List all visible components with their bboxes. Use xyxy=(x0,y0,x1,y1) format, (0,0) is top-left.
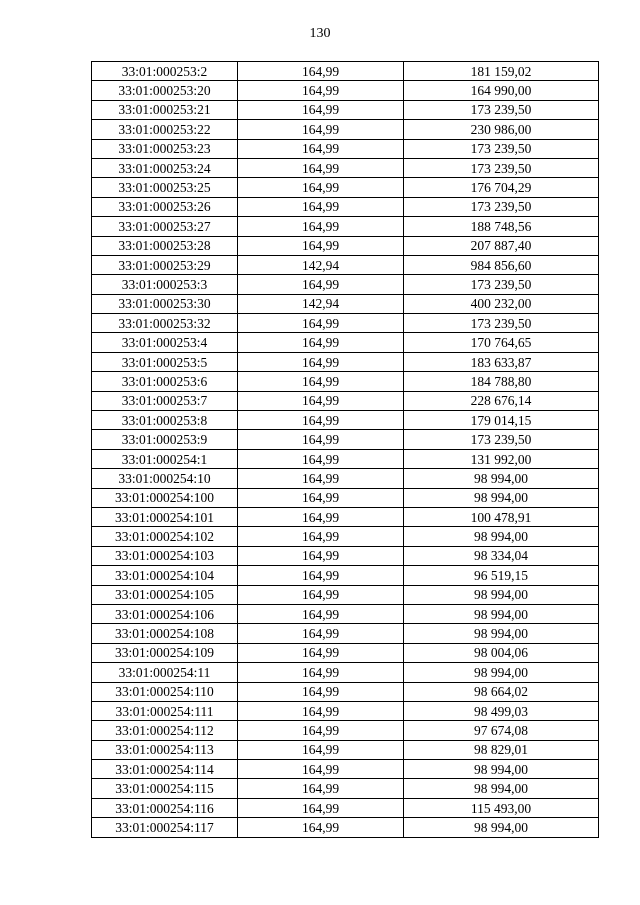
cadastral-number-cell: 33:01:000253:23 xyxy=(92,139,238,158)
cadastral-value-cell: 173 239,50 xyxy=(404,430,599,449)
cadastral-number-cell: 33:01:000253:9 xyxy=(92,430,238,449)
rate-cell: 164,99 xyxy=(238,62,404,81)
cadastral-value-cell: 179 014,15 xyxy=(404,411,599,430)
table-row xyxy=(92,507,599,526)
rate-cell: 164,99 xyxy=(238,721,404,740)
table-row xyxy=(92,527,599,546)
cadastral-number-cell: 33:01:000253:27 xyxy=(92,217,238,236)
rate-cell: 164,99 xyxy=(238,197,404,216)
cadastral-number-cell: 33:01:000253:7 xyxy=(92,391,238,410)
table-row xyxy=(92,197,599,216)
table-row xyxy=(92,120,599,139)
cadastral-number-cell: 33:01:000253:2 xyxy=(92,62,238,81)
cadastral-value-cell: 100 478,91 xyxy=(404,507,599,526)
rate-cell: 164,99 xyxy=(238,566,404,585)
table-row xyxy=(92,546,599,565)
cadastral-value-cell: 183 633,87 xyxy=(404,352,599,371)
cadastral-number-cell: 33:01:000253:24 xyxy=(92,158,238,177)
cadastral-value-cell: 181 159,02 xyxy=(404,62,599,81)
cadastral-number-cell: 33:01:000254:117 xyxy=(92,818,238,837)
page-number: 130 xyxy=(309,26,331,41)
rate-cell: 164,99 xyxy=(238,779,404,798)
cadastral-value-cell: 98 994,00 xyxy=(404,818,599,837)
cadastral-number-cell: 33:01:000254:1 xyxy=(92,449,238,468)
cadastral-number-cell: 33:01:000254:114 xyxy=(92,760,238,779)
table-row xyxy=(92,139,599,158)
cadastral-number-cell: 33:01:000254:113 xyxy=(92,740,238,759)
cadastral-number-cell: 33:01:000254:101 xyxy=(92,507,238,526)
rate-cell: 164,99 xyxy=(238,236,404,255)
table-row xyxy=(92,294,599,313)
cadastral-number-cell: 33:01:000254:115 xyxy=(92,779,238,798)
cadastral-value-cell: 98 994,00 xyxy=(404,779,599,798)
rate-cell: 164,99 xyxy=(238,760,404,779)
table-row xyxy=(92,352,599,371)
rate-cell: 164,99 xyxy=(238,449,404,468)
cadastral-value-cell: 176 704,29 xyxy=(404,178,599,197)
table-row xyxy=(92,798,599,817)
table-row xyxy=(92,721,599,740)
cadastral-number-cell: 33:01:000254:116 xyxy=(92,798,238,817)
cadastral-value-cell: 98 994,00 xyxy=(404,585,599,604)
cadastral-number-cell: 33:01:000254:111 xyxy=(92,701,238,720)
cadastral-value-table xyxy=(91,61,599,838)
table-row xyxy=(92,818,599,837)
cadastral-number-cell: 33:01:000253:3 xyxy=(92,275,238,294)
table-row xyxy=(92,100,599,119)
cadastral-number-cell: 33:01:000253:22 xyxy=(92,120,238,139)
rate-cell: 164,99 xyxy=(238,488,404,507)
rate-cell: 164,99 xyxy=(238,372,404,391)
cadastral-number-cell: 33:01:000254:103 xyxy=(92,546,238,565)
cadastral-number-cell: 33:01:000254:105 xyxy=(92,585,238,604)
table-row xyxy=(92,760,599,779)
table-row xyxy=(92,469,599,488)
rate-cell: 164,99 xyxy=(238,178,404,197)
cadastral-value-cell: 98 994,00 xyxy=(404,624,599,643)
rate-cell: 164,99 xyxy=(238,333,404,352)
cadastral-value-cell: 173 239,50 xyxy=(404,158,599,177)
table-row xyxy=(92,624,599,643)
cadastral-number-cell: 33:01:000254:108 xyxy=(92,624,238,643)
cadastral-value-cell: 97 674,08 xyxy=(404,721,599,740)
cadastral-number-cell: 33:01:000254:102 xyxy=(92,527,238,546)
cadastral-number-cell: 33:01:000253:29 xyxy=(92,255,238,274)
cadastral-value-cell: 98 829,01 xyxy=(404,740,599,759)
table-row xyxy=(92,701,599,720)
rate-cell: 164,99 xyxy=(238,275,404,294)
rate-cell: 164,99 xyxy=(238,139,404,158)
cadastral-value-cell: 98 004,06 xyxy=(404,643,599,662)
table-row xyxy=(92,275,599,294)
cadastral-value-cell: 98 664,02 xyxy=(404,682,599,701)
table-row xyxy=(92,314,599,333)
rate-cell: 164,99 xyxy=(238,740,404,759)
rate-cell: 164,99 xyxy=(238,798,404,817)
table-row xyxy=(92,682,599,701)
cadastral-value-cell: 173 239,50 xyxy=(404,275,599,294)
cadastral-value-cell: 228 676,14 xyxy=(404,391,599,410)
cadastral-number-cell: 33:01:000254:106 xyxy=(92,604,238,623)
cadastral-value-cell: 96 519,15 xyxy=(404,566,599,585)
cadastral-number-cell: 33:01:000254:104 xyxy=(92,566,238,585)
table-row xyxy=(92,217,599,236)
cadastral-number-cell: 33:01:000253:28 xyxy=(92,236,238,255)
rate-cell: 164,99 xyxy=(238,81,404,100)
cadastral-number-cell: 33:01:000253:21 xyxy=(92,100,238,119)
table-row xyxy=(92,81,599,100)
table-row xyxy=(92,488,599,507)
cadastral-value-cell: 173 239,50 xyxy=(404,139,599,158)
table-row xyxy=(92,178,599,197)
cadastral-number-cell: 33:01:000254:109 xyxy=(92,643,238,662)
table-row xyxy=(92,449,599,468)
rate-cell: 164,99 xyxy=(238,527,404,546)
cadastral-value-cell: 188 748,56 xyxy=(404,217,599,236)
cadastral-number-cell: 33:01:000253:30 xyxy=(92,294,238,313)
table-row xyxy=(92,391,599,410)
rate-cell: 164,99 xyxy=(238,624,404,643)
table-row xyxy=(92,333,599,352)
rate-cell: 164,99 xyxy=(238,411,404,430)
rate-cell: 164,99 xyxy=(238,663,404,682)
rate-cell: 164,99 xyxy=(238,604,404,623)
cadastral-number-cell: 33:01:000253:26 xyxy=(92,197,238,216)
rate-cell: 164,99 xyxy=(238,682,404,701)
table-row xyxy=(92,158,599,177)
cadastral-value-cell: 98 994,00 xyxy=(404,488,599,507)
cadastral-value-cell: 98 994,00 xyxy=(404,469,599,488)
cadastral-value-cell: 173 239,50 xyxy=(404,314,599,333)
cadastral-value-cell: 164 990,00 xyxy=(404,81,599,100)
cadastral-value-cell: 98 994,00 xyxy=(404,604,599,623)
cadastral-value-cell: 400 232,00 xyxy=(404,294,599,313)
cadastral-value-cell: 173 239,50 xyxy=(404,100,599,119)
rate-cell: 164,99 xyxy=(238,100,404,119)
rate-cell: 164,99 xyxy=(238,507,404,526)
table-row xyxy=(92,236,599,255)
table-row xyxy=(92,372,599,391)
cadastral-value-cell: 98 994,00 xyxy=(404,663,599,682)
cadastral-value-cell: 98 994,00 xyxy=(404,760,599,779)
rate-cell: 164,99 xyxy=(238,158,404,177)
table-row xyxy=(92,411,599,430)
cadastral-number-cell: 33:01:000254:112 xyxy=(92,721,238,740)
rate-cell: 164,99 xyxy=(238,217,404,236)
cadastral-number-cell: 33:01:000253:32 xyxy=(92,314,238,333)
cadastral-number-cell: 33:01:000253:20 xyxy=(92,81,238,100)
table-row xyxy=(92,663,599,682)
rate-cell: 164,99 xyxy=(238,701,404,720)
cadastral-value-cell: 173 239,50 xyxy=(404,197,599,216)
rate-cell: 164,99 xyxy=(238,546,404,565)
table-row xyxy=(92,430,599,449)
cadastral-number-cell: 33:01:000254:110 xyxy=(92,682,238,701)
rate-cell: 142,94 xyxy=(238,294,404,313)
cadastral-number-cell: 33:01:000254:11 xyxy=(92,663,238,682)
cadastral-value-cell: 207 887,40 xyxy=(404,236,599,255)
cadastral-value-cell: 170 764,65 xyxy=(404,333,599,352)
table-row xyxy=(92,255,599,274)
rate-cell: 164,99 xyxy=(238,430,404,449)
table-row xyxy=(92,643,599,662)
table-row xyxy=(92,585,599,604)
table-body xyxy=(92,62,599,838)
rate-cell: 164,99 xyxy=(238,469,404,488)
rate-cell: 164,99 xyxy=(238,818,404,837)
rate-cell: 164,99 xyxy=(238,352,404,371)
cadastral-value-cell: 98 334,04 xyxy=(404,546,599,565)
cadastral-value-cell: 184 788,80 xyxy=(404,372,599,391)
table-row xyxy=(92,740,599,759)
cadastral-number-cell: 33:01:000253:6 xyxy=(92,372,238,391)
cadastral-value-cell: 115 493,00 xyxy=(404,798,599,817)
cadastral-number-cell: 33:01:000253:25 xyxy=(92,178,238,197)
table-row xyxy=(92,566,599,585)
cadastral-number-cell: 33:01:000253:5 xyxy=(92,352,238,371)
cadastral-value-cell: 131 992,00 xyxy=(404,449,599,468)
table-row xyxy=(92,604,599,623)
table-row xyxy=(92,62,599,81)
cadastral-value-cell: 230 986,00 xyxy=(404,120,599,139)
cadastral-value-cell: 984 856,60 xyxy=(404,255,599,274)
rate-cell: 164,99 xyxy=(238,643,404,662)
rate-cell: 164,99 xyxy=(238,391,404,410)
cadastral-number-cell: 33:01:000254:10 xyxy=(92,469,238,488)
rate-cell: 164,99 xyxy=(238,585,404,604)
rate-cell: 164,99 xyxy=(238,120,404,139)
cadastral-value-cell: 98 994,00 xyxy=(404,527,599,546)
rate-cell: 142,94 xyxy=(238,255,404,274)
cadastral-number-cell: 33:01:000253:4 xyxy=(92,333,238,352)
rate-cell: 164,99 xyxy=(238,314,404,333)
cadastral-value-cell: 98 499,03 xyxy=(404,701,599,720)
table-row xyxy=(92,779,599,798)
cadastral-number-cell: 33:01:000254:100 xyxy=(92,488,238,507)
cadastral-number-cell: 33:01:000253:8 xyxy=(92,411,238,430)
